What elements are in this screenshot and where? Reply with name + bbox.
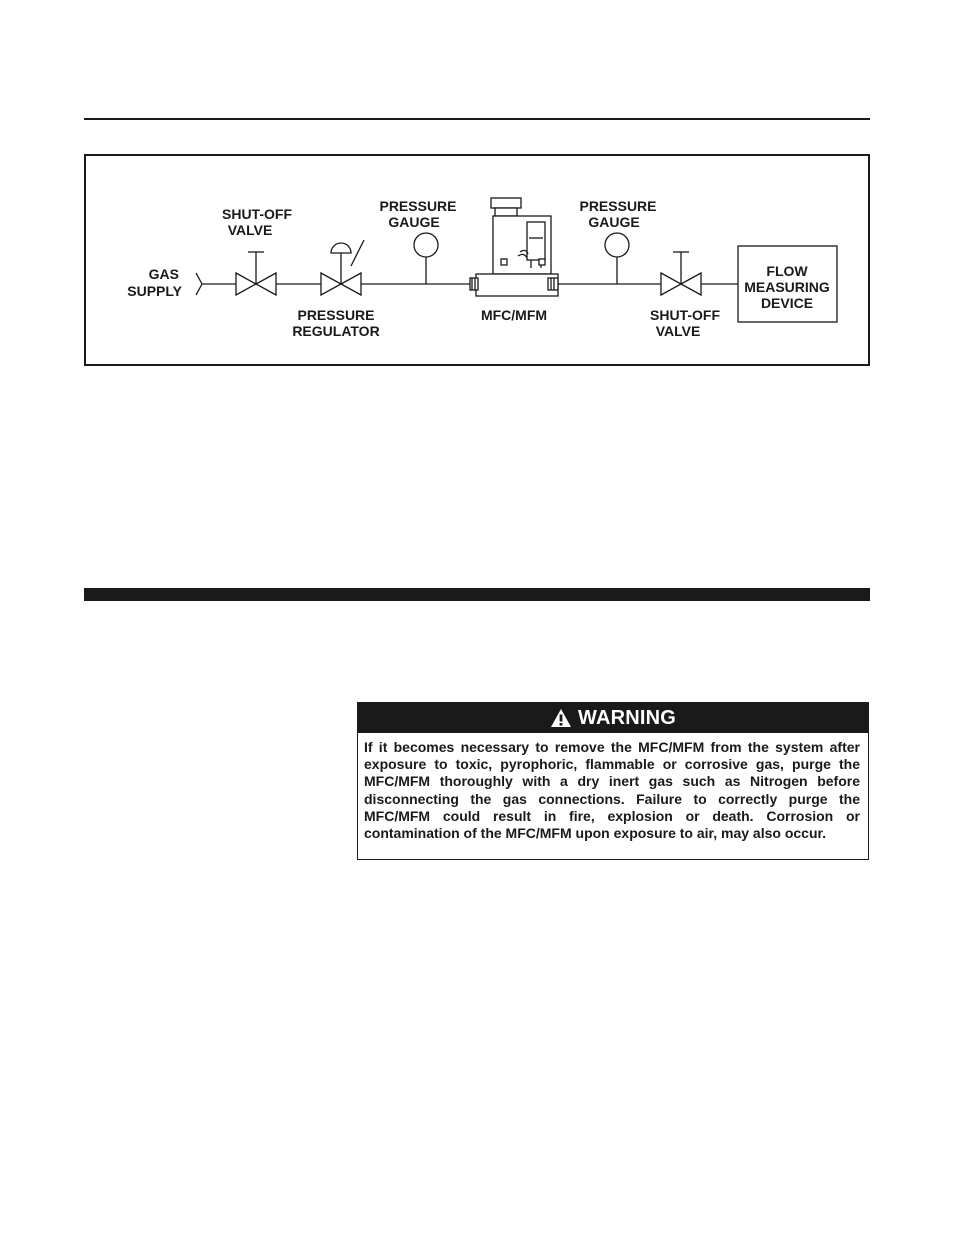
svg-text:MEASURING: MEASURING [744,279,830,295]
svg-text:FLOW: FLOW [766,263,808,279]
svg-text:REGULATOR: REGULATOR [292,323,380,339]
svg-text:VALVE: VALVE [655,323,701,339]
shutoff-valve-2-icon [661,252,701,295]
pressure-regulator-icon [321,240,364,295]
pressure-gauge-2-icon [605,233,629,284]
svg-text:SHUT-OFF: SHUT-OFF [222,206,292,222]
warning-header [358,703,868,733]
warning-triangle-icon [550,708,572,728]
svg-text:VALVE: VALVE [227,222,273,238]
warning-text: If it becomes necessary to remove the MFC/MFM from the system after exposure to toxic, pyrophoric, flammable or corrosive gas, purge the MFC/MFM thoroughly with a dry inert gas such as Nitrogen before disconnecting the gas connections. Failure to correctly purge the MFC/MFM could result in fire, explosion or death. Corrosion or contamination of the MFC/MFM upon exposure to air, may also occur. [364,739,860,842]
svg-text:GAS: GAS [148,266,179,282]
svg-text:GAUGE: GAUGE [388,214,440,230]
mfc-mfm-icon [470,198,558,296]
svg-text:SHUT-OFF: SHUT-OFF [650,307,720,323]
shutoff-valve-1-icon [236,252,276,295]
mfc-mfm-label: MFC/MFM [480,307,548,323]
gas-supply-inlet-icon [196,273,202,295]
svg-text:GAUGE: GAUGE [588,214,640,230]
section-divider-bar [84,588,870,601]
header-rule [84,118,870,120]
gas-supply-label [127,266,182,299]
pressure-gauge-1-label [379,198,456,230]
svg-text:PRESSURE: PRESSURE [579,198,657,214]
gas-line-diagram [84,154,870,366]
warning-title: WARNING [577,706,677,729]
shutoff-valve-1-label [222,206,292,238]
shutoff-valve-2-label [650,307,720,339]
pressure-regulator-label [292,307,379,339]
svg-text:SUPPLY: SUPPLY [127,283,182,299]
svg-text:DEVICE: DEVICE [760,295,814,311]
warning-box [357,702,869,860]
svg-text:PRESSURE: PRESSURE [297,307,375,323]
diagram-canvas [86,156,868,364]
pressure-gauge-2-label [579,198,656,230]
pressure-gauge-1-icon [414,233,438,284]
svg-text:PRESSURE: PRESSURE [379,198,457,214]
